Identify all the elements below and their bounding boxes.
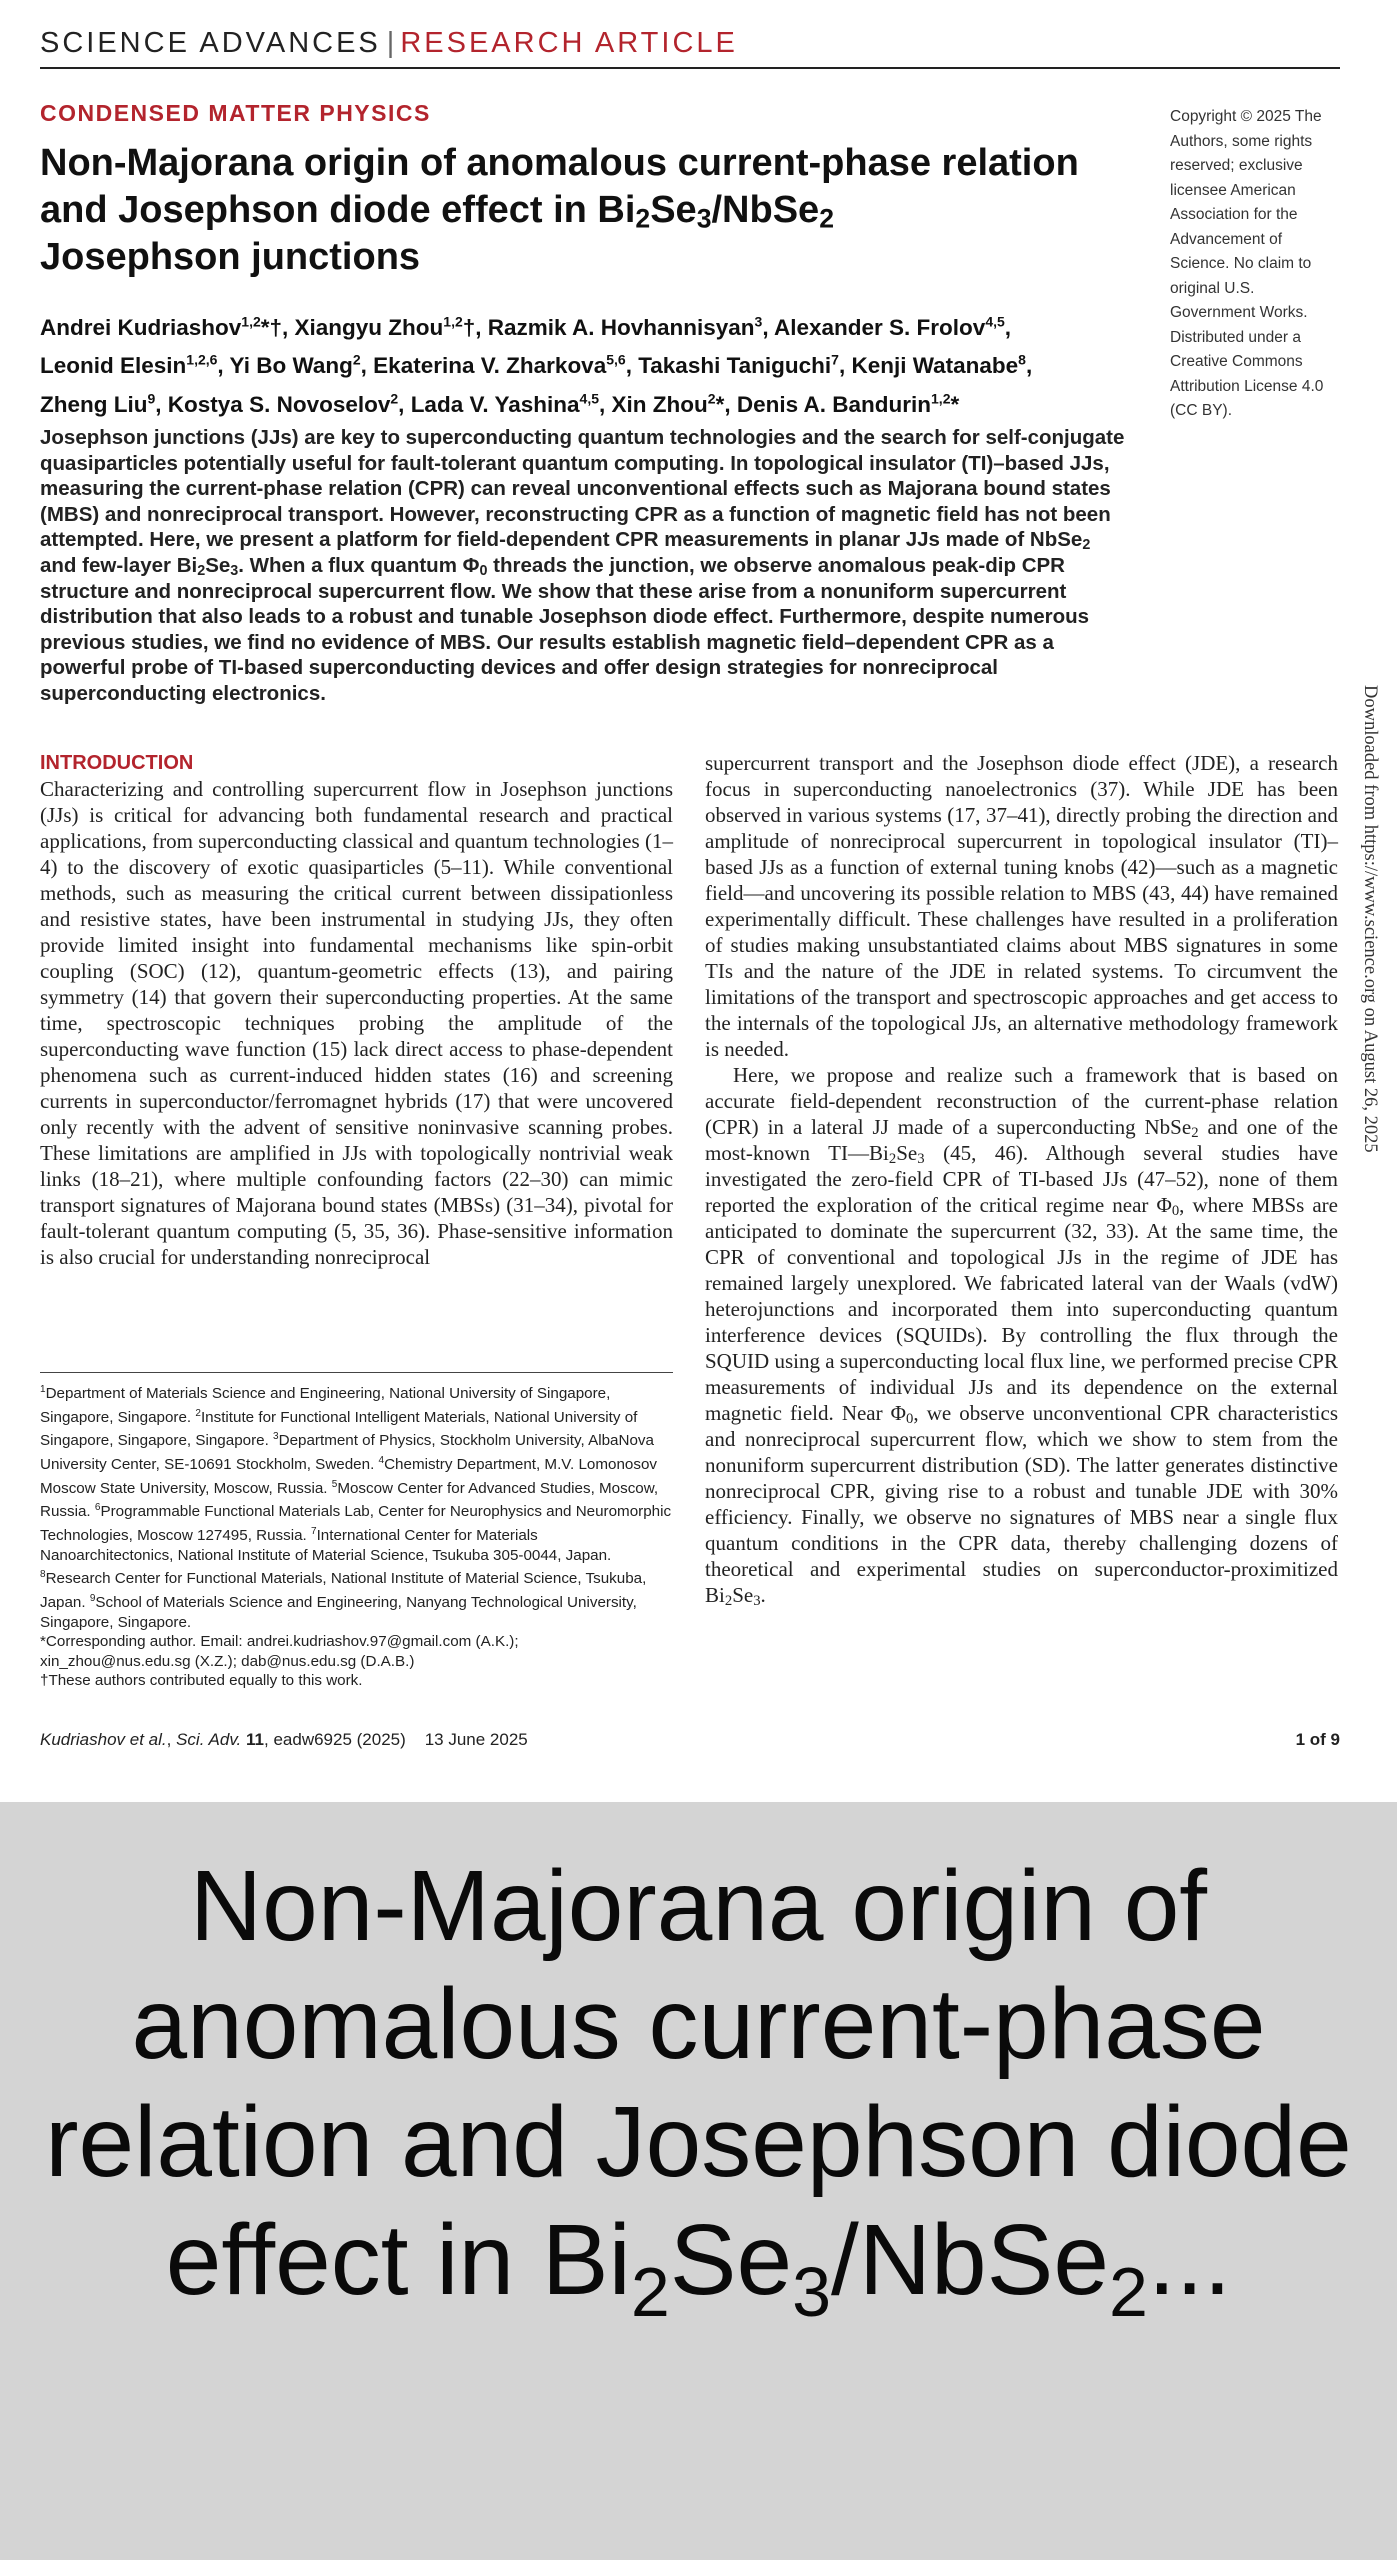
- affiliations-footnote: [40, 1380, 673, 1691]
- caption-title: Non-Majorana origin of anomalous current-phase relation and Josephson diode effect in $Bi_2Se_3/NbSe_2$...: [45, 1850, 1352, 2331]
- author[interactable]: Takashi Taniguchi$^7$,: [638, 351, 852, 378]
- page-number: 1 of 9: [1295, 1730, 1340, 1749]
- corresponding-author[interactable]: *Corresponding author. Email: andrei.kudriashov.97@gmail.com (A.K.); xin_zhou@nus.edu.sg (X.Z.); dab@nus.edu.sg (D.A.B.): [40, 1633, 519, 1670]
- author[interactable]: Lada V. Yashina$^{4,5}$,: [410, 390, 612, 417]
- header-separator: |: [386, 27, 395, 59]
- author[interactable]: Kostya S. Novoselov$^2$,: [167, 390, 411, 417]
- journal-name: SCIENCE ADVANCES: [40, 27, 381, 59]
- caption-panel: [0, 1802, 1397, 2560]
- author[interactable]: Denis A. Bandurin$^{1,2}$*: [736, 390, 960, 417]
- title-text: Non-Majorana origin of anomalous current-phase relation and Josephson diode effect in Bi: [40, 142, 1079, 231]
- author-list: [40, 305, 1120, 421]
- author[interactable]: Ekaterina V. Zharkova$^{5,6}$,: [373, 351, 639, 378]
- abstract: Josephson junctions (JJs) are key to superconducting quantum technologies and the search for self-conjugate quasiparticles potentially useful for fault-tolerant quantum computing. In topological insulator (TI)–based JJs, measuring the current-phase relation (CPR) can reveal unconventional effects such as Majorana bound states (MBS) and nonreciprocal transport. However, reconstructing CPR as a function of magnetic field has not been attempted. Here, we present a platform for field-dependent CPR measurements in planar JJs made of NbSe$_2$ and few-layer $Bi_2Se_3$. When a flux quantum $\Phi_0$ threads the junction, we observe anomalous peak-dip CPR structure and nonreciprocal supercurrent flow. We show that these arise from a nonuniform supercurrent distribution that also leads to a robust and tunable Josephson diode effect. Furthermore, despite numerous previous studies, we find no evidence of MBS. Our results establish magnetic field–dependent CPR as a powerful probe of TI-based superconducting devices and offer design strategies for nonreciprocal superconducting electronics.: [40, 426, 1125, 705]
- copyright-notice: Copyright © 2025 The Authors, some rights reserved; exclusive licensee American Association for the Advancement of Science. No claim to original U.S. Government Works. Distributed under a Creative Commons Attribution License 4.0 (CC BY).: [1170, 108, 1324, 419]
- download-watermark: Downloaded from https://www.science.org on August 26, 2025: [1360, 685, 1380, 1153]
- body-paragraph: Characterizing and controlling supercurrent flow in Josephson junctions (JJs) is critical for advancing both fundamental research and practical applications, from superconducting classical and quantum technologies (1–4) to the discovery of exotic quasiparticles (5–11). While conventional methods, such as measuring the critical current between dissipationless and resistive states, have been instrumental in studying JJs, they often provide limited insight into fundamental mechanisms like spin-orbit coupling (SOC) (12), quantum-geometric effects (13), and pairing symmetry (14) that govern their superconducting properties. At the same time, spectroscopic techniques probing the amplitude of the superconducting wave function (15) lack direct access to phase-dependent phenomena such as current-induced hidden states (16) and screening currents in superconductor/ferromagnet hybrids (17) that were uncovered only recently with the advent of sensitive noninvasive scanning probes. These limitations are amplified in JJs with topologically nontrivial weak links (18–21), where multiple confounding factors (22–30) can mimic transport signatures of Majorana bound states (MBSs) (31–34), pivotal for fault-tolerant quantum computing (5, 35, 36). Phase-sensitive information is also crucial for understanding nonreciprocal: [40, 777, 673, 1269]
- author[interactable]: Andrei Kudriashov$^{1,2}$*†,: [40, 313, 295, 340]
- author[interactable]: Xin Zhou$^2$*,: [611, 390, 737, 417]
- article-type: RESEARCH ARTICLE: [400, 27, 738, 59]
- author[interactable]: Zheng Liu$^9$,: [40, 390, 168, 417]
- author[interactable]: Alexander S. Frolov$^{4,5}$,: [774, 313, 1012, 340]
- title-subscript: 3: [696, 203, 712, 234]
- title-text: Josephson junctions: [40, 236, 421, 278]
- journal-header: [40, 27, 738, 60]
- author[interactable]: Leonid Elesin$^{1,2,6}$,: [40, 351, 230, 378]
- author[interactable]: Kenji Watanabe$^8$,: [851, 351, 1033, 378]
- equal-contribution-note: †These authors contributed equally to this work.: [40, 1672, 363, 1690]
- title-subscript: 2: [819, 203, 834, 234]
- body-column-left: [40, 750, 673, 1270]
- body-paragraph: Here, we propose and realize such a framework that is based on accurate field-dependent reconstruction of the current-phase relation (CPR) in a lateral JJ made of a superconducting NbSe$_2$ and one of the most-known $TI—Bi_2Se_3$ (45, 46). Although several studies have investigated the zero-field CPR of TI-based JJs (47–52), none of them reported the exploration of the critical regime near $\Phi_0$, where MBSs are anticipated to dominate the supercurrent (32, 33). At the same time, the CPR of conventional and topological JJs in the regime of JDE has remained largely unexplored. We fabricated lateral van der Waals (vdW) heterojunctions and incorporated them into superconducting quantum interference devices (SQUIDs). By controlling the flux through the SQUID using a superconducting local flux line, we performed precise CPR measurements of individual JJs and its dependence on the external magnetic field. Near $\Phi_0$, we observe unconventional CPR characteristics and nonreciprocal supercurrent flow, which we show to stem from the nonuniform supercurrent distribution (SD). The latter generates distinctive nonreciprocal CPR, giving rise to a robust and tunable JDE with 30% efficiency. Finally, we observe no signatures of MBS near a single flux quantum conditions in the CPR data, thereby challenging dozens of theoretical and experimental studies on superconductor-proximitized $Bi_2Se_3$.: [705, 1063, 1339, 1609]
- author[interactable]: Yi Bo Wang$^2$,: [229, 351, 374, 378]
- author[interactable]: Xiangyu Zhou$^{1,2}$†,: [294, 313, 488, 340]
- body-paragraph: supercurrent transport and the Josephson diode effect (JDE), a research focus in superconducting nanoelectronics (37). While JDE has been observed in various systems (17, 37–41), directly probing the direction and amplitude of nonreciprocal supercurrent in topological insulator (TI)–based JJs as a function of external tuning knobs (42)—such as a magnetic field—and uncovering its possible relation to MBS (43, 44) have remained experimentally difficult. These challenges have resulted in a proliferation of studies making unsubstantiated claims about MBS signatures in some TIs and the nature of the JDE in related systems. To circumvent the limitations of the transport and spectroscopic approaches and get access to the internals of the topological JJs, an alternative methodology framework is needed.: [705, 751, 1338, 1061]
- citation-footer: Kudriashov et al., Sci. Adv. 11, eadw6925 (2025) 13 June 2025: [40, 1730, 528, 1749]
- footnote-divider: [40, 1372, 673, 1373]
- affiliation-list: $^1$Department of Materials Science and Engineering, National University of Singapore, Singapore, Singapore. $^2$Institute for Functional Intelligent Materials, National University of Singapore, Singapore, Singapore. $^3$Department of Physics, Stockholm University, AlbaNova University Center, SE-10691 Stockholm, Sweden. $^4$Chemistry Department, M.V. Lomonosov Moscow State University, Moscow, Russia. $^5$Moscow Center for Advanced Studies, Moscow, Russia. $^6$Programmable Functional Materials Lab, Center for Neurophysics and Neuromorphic Technologies, Moscow 127495, Russia. $^7$International Center for Materials Nanoarchitectonics, National Institute of Material Science, Tsukuba 305-0044, Japan. $^8$Research Center for Functional Materials, National Institute of Material Science, Tsukuba, Japan. $^9$School of Materials Science and Engineering, Nanyang Technological University, Singapore, Singapore.: [40, 1384, 672, 1631]
- body-column-right: [705, 750, 1338, 1608]
- introduction-heading: INTRODUCTION: [40, 752, 194, 774]
- article-title: [40, 140, 1090, 281]
- title-text: Se: [650, 189, 697, 231]
- author[interactable]: Razmik A. Hovhannisyan$^3$,: [487, 313, 774, 340]
- title-text: /NbSe: [711, 189, 820, 231]
- title-subscript: 2: [635, 203, 651, 234]
- header-divider: [40, 67, 1340, 69]
- section-tag: CONDENSED MATTER PHYSICS: [40, 100, 431, 126]
